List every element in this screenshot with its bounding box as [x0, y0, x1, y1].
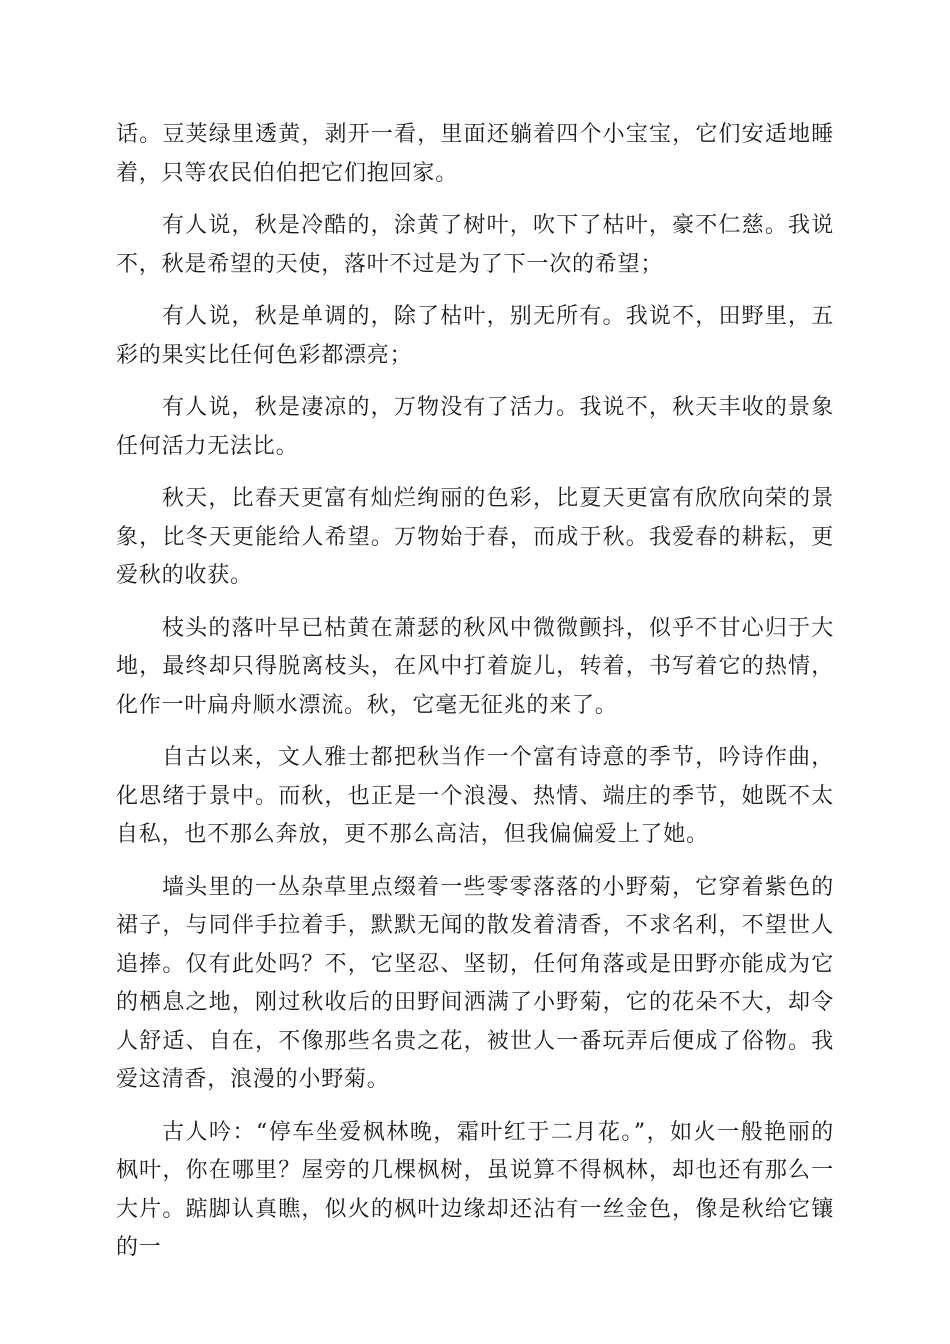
paragraph-continued: 话。豆荚绿里透黄，剥开一看，里面还躺着四个小宝宝，它们安适地睡着，只等农民伯伯把它们抱回家。 — [116, 122, 834, 186]
paragraph: 有人说，秋是冷酷的，涂黄了树叶，吹下了枯叶，豪不仁慈。我说不，秋是希望的天使，落叶不过是为了下一次的希望； — [116, 213, 834, 277]
paragraph: 有人说，秋是单调的，除了枯叶，别无所有。我说不，田野里，五彩的果实比任何色彩都漂亮； — [116, 304, 834, 368]
paragraph: 秋天，比春天更富有灿烂绚丽的色彩，比夏天更富有欣欣向荣的景象，比冬天更能给人希望。万物始于春，而成于秋。我爱春的耕耘，更爱秋的收获。 — [116, 486, 834, 588]
paragraph: 有人说，秋是凄凉的，万物没有了活力。我说不，秋天丰收的景象任何活力无法比。 — [116, 395, 834, 459]
document-body — [116, 116, 834, 1282]
paragraph: 古人吟：“停车坐爱枫林晚，霜叶红于二月花。”，如火一般艳丽的枫叶，你在哪里？屋旁的几棵枫树，虽说算不得枫林，却也还有那么一大片。踮脚认真瞧，似火的枫叶边缘却还沾有一丝金色，像是秋给它镶的一 — [116, 1119, 834, 1260]
paragraph: 自古以来，文人雅士都把秋当作一个富有诗意的季节，吟诗作曲，化思绪于景中。而秋，也正是一个浪漫、热情、端庄的季节，她既不太自私，也不那么奔放，更不那么高洁，但我偏偏爱上了她。 — [116, 745, 834, 847]
paragraph: 墙头里的一丛杂草里点缀着一些零零落落的小野菊，它穿着紫色的裙子，与同伴手拉着手，默默无闻的散发着清香，不求名利，不望世人追捧。仅有此处吗？不，它坚忍、坚韧，任何角落或是田野亦能成为它的栖息之地，刚过秋收后的田野间洒满了小野菊，它的花朵不大，却令人舒适、自在，不像那些名贵之花，被世人一番玩弄后便成了俗物。我爱这清香，浪漫的小野菊。 — [116, 874, 834, 1092]
paragraph: 枝头的落叶早已枯黄在萧瑟的秋风中微微颤抖，似乎不甘心归于大地，最终却只得脱离枝头，在风中打着旋儿，转着，书写着它的热情，化作一叶扁舟顺水漂流。秋，它毫无征兆的来了。 — [116, 615, 834, 718]
